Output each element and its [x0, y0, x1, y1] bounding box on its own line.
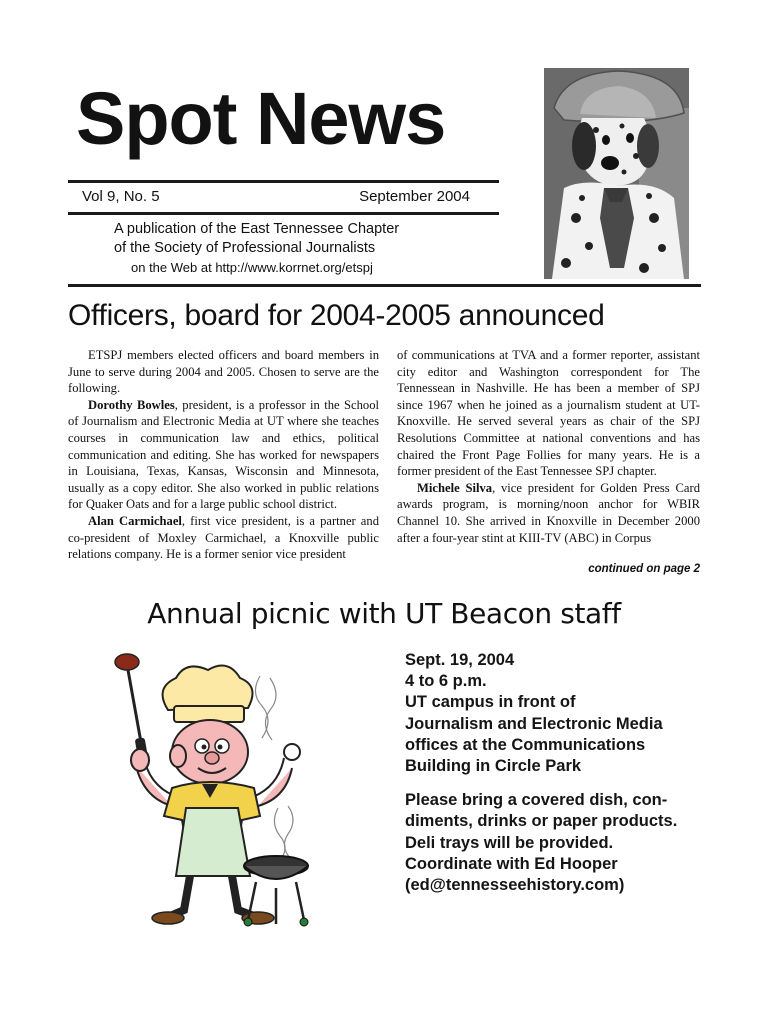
picnic-contact-line: Coordinate with Ed Hooper — [405, 854, 618, 873]
issue-date: September 2004 — [359, 187, 470, 205]
publisher-line-1: A publication of the East Tennessee Chapter — [114, 221, 400, 237]
article-paragraph — [68, 397, 379, 513]
picnic-details — [405, 650, 735, 896]
picnic-date: Sept. 19, 2004 — [405, 651, 515, 669]
officer-name: Dorothy Bowles — [88, 397, 175, 412]
masthead-rule-top — [68, 180, 499, 183]
article-paragraph: ETSPJ members elected officers and board members in June to serve during 2004 and 2005. Chosen to serve are the following. — [68, 348, 379, 396]
publisher-line-2: of the Society of Professional Journalists — [114, 240, 376, 256]
continued-link[interactable]: continued on page 2 — [588, 563, 700, 575]
article-headline: Officers, board for 2004-2005 announced — [68, 299, 605, 332]
picnic-note-line: Deli trays will be provided. — [405, 833, 614, 852]
masthead-title: Spot News — [76, 77, 446, 160]
picnic-contact-email[interactable]: (ed@tennesseehistory.com) — [405, 876, 625, 895]
officer-name: Michele Silva — [417, 480, 493, 495]
picnic-location-line: UT campus in front of — [405, 693, 576, 712]
picnic-location-line: offices at the Communications — [405, 735, 646, 754]
masthead-rule-bottom — [68, 284, 701, 287]
picnic-location-line: Building in Circle Park — [405, 757, 582, 776]
cartoon-chef-illustration — [110, 648, 320, 933]
picnic-note-line: Please bring a covered dish, con- — [405, 791, 668, 810]
picnic-location-line: Journalism and Electronic Media — [405, 714, 663, 733]
article-column-left — [68, 347, 379, 563]
picnic-time: 4 to 6 p.m. — [405, 672, 487, 691]
masthead-rule-middle — [68, 212, 499, 215]
picnic-title: Annual picnic with UT Beacon staff — [147, 597, 621, 630]
volume-number: Vol 9, No. 5 — [82, 187, 160, 205]
article-paragraph: of communications at TVA and a former reporter, assistant city editor and Washington correspondent for The Tennessean in Nashville. He has been a member of SPJ since 1967 when he joined as a journalism student at UT-Knoxville. He served several years as chair of the SPJ Resolutions Committee at national conventions and has chaired the Front Page Follies for many years. He is a former president of the East Tennessee SPJ chapter. — [397, 348, 700, 479]
article-paragraph — [397, 480, 700, 546]
officer-description: , president, is a professor in the School of Journalism and Electronic Media at UT where she teaches courses in communication law and ethics, political communication and editing. She has worked for newspapers in Louisiana, Texas, Kansas, Wisconsin and Minnesota, usually as a copy editor. She also worked in public relations for Quaker Oats and for a large public school district. — [68, 397, 379, 512]
publisher-info — [114, 220, 494, 278]
officer-name: Alan Carmichael — [88, 513, 182, 528]
article-column-right — [397, 347, 700, 546]
officer-description: , vice president for Golden Press Card awards program, is morning/noon anchor for WBIR Channel 10. She arrived in Knoxville in December 2000 after a four-year stint at KIII-TV (ABC) in Corpus — [397, 480, 700, 545]
picnic-note-line: diments, drinks or paper products. — [405, 812, 678, 831]
article-paragraph — [68, 513, 379, 563]
dalmatian-mascot-photo — [544, 68, 689, 279]
officer-description: , first vice president, is a partner and co-president of Moxley Carmichael, a Knoxville public relations company. He is a former senior vice president — [68, 513, 379, 562]
issue-line — [82, 186, 470, 206]
web-address: on the Web at http://www.korrnet.org/etspj — [131, 260, 373, 275]
